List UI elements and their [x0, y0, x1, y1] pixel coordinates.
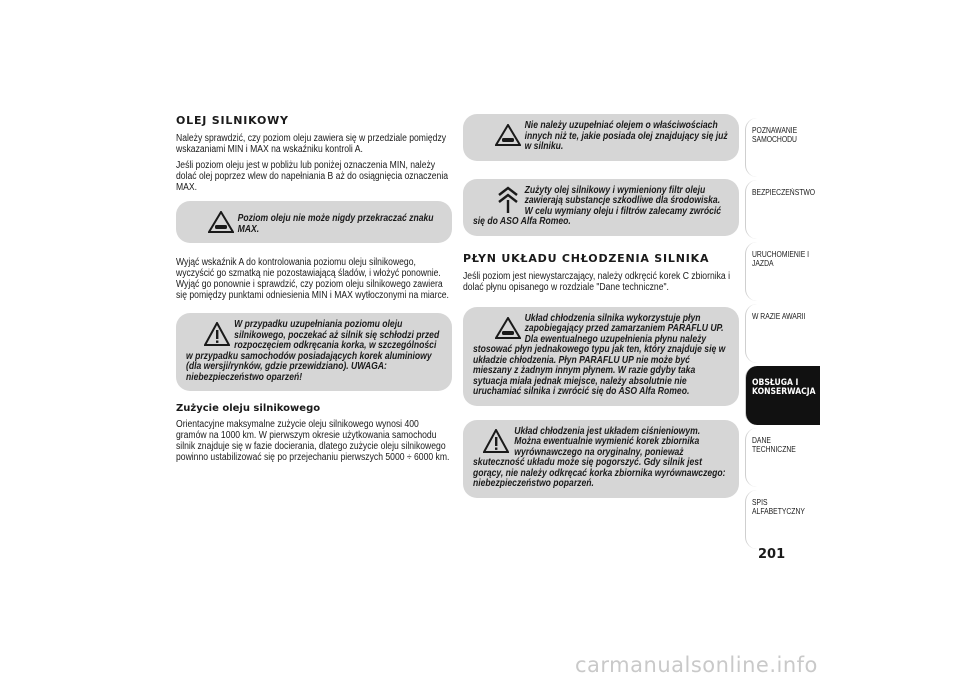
subheading-oil-consumption: Zużycie oleju silnikowego	[176, 403, 321, 414]
tab-spis-alfabetyczny[interactable]	[745, 490, 820, 549]
left-column	[176, 112, 452, 468]
section-title-coolant: PŁYN UKŁADU CHŁODZENIA SILNIKA	[463, 251, 710, 265]
note-text: Układ chłodzenia silnika wykorzystuje płyn zapobiegający przed zamarzaniem PARAFLU UP. Dla ewentualnego uzupełnienia płynu należy stosować płyn jednakowego typu jak ten, który znajduje się w układzie chłodzenia. Płyn PARAFLU UP nie może być mieszany z żadnym innym płynem. W razie gdyby taka sytuacja miała jednak miejsce, należy absolutnie nie uruchamiać silnika i zwrócić się do ASO Alfa Romeo.	[473, 312, 726, 397]
tab-label: OBSŁUGA I KONSERWACJA	[752, 378, 816, 397]
tab-dane-techniczne[interactable]	[745, 428, 820, 487]
tab-label: URUCHOMIENIE I JAZDA	[752, 250, 810, 268]
note-text: Zużyty olej silnikowy i wymieniony filtr oleju zawierają substancje szkodliwe dla środowiska. W celu wymiany oleju i filtrów zalecamy zwrócić się do ASO Alfa Romeo.	[473, 184, 722, 227]
note-text: Nie należy uzupełniać olejem o właściwościach innych niż te, jakie posiada olej znajdujący się już w silniku.	[524, 120, 728, 152]
warning-box	[176, 313, 452, 391]
paragraph: Należy sprawdzić, czy poziom oleju zawiera się w przedziale pomiędzy wskazaniami MIN i MAX na wskaźniku kontroli A.	[176, 133, 447, 155]
tab-label: BEZPIECZEŃSTWO	[752, 188, 816, 197]
paragraph: Orientacyjne maksymalne zużycie oleju silnikowego wynosi 400 gramów na 1000 km. W pierwszym okresie użytkowania samochodu silnik znajduje się w fazie docierania, dlatego zużycie oleju silnikowego powinno ustabilizować się po przejechaniu pierwszych 5000 ÷ 6000 km.	[176, 419, 450, 463]
note-box	[176, 201, 452, 243]
paragraph: Jeśli poziom jest niewystarczający, należy odkręcić korek C zbiornika i dolać płynu opisanego w rozdziale "Dane techniczne".	[463, 270, 731, 293]
tab-uruchomienie-i-jazda[interactable]	[745, 242, 820, 301]
tab-poznawanie-samochodu[interactable]	[745, 118, 820, 177]
paragraph: Wyjąć wskaźnik A do kontrolowania poziomu oleju silnikowego, wyczyścić go szmatką nie pozostawiającą śladów, i włożyć ponownie. Wyjąć go ponownie i sprawdzić, czy poziom oleju silnikowego zawiera się pomiędzy punktami odniesienia MIN i MAX wytłoczonymi na miarce.	[176, 257, 449, 301]
tab-obsluga-i-konserwacja[interactable]	[745, 366, 820, 425]
tab-label: DANE TECHNICZNE	[752, 436, 796, 454]
warning-text: Układ chłodzenia jest układem ciśnieniowym. Można ewentualnie wymienić korek zbiornika wyrównawczego na oryginalny, ponieważ skuteczność układu może się pogorszyć. Gdy silnik jest gorący, nie należy odkręcać korka zbiornika wyrównawczego: niebezpieczeństwo poparzeń.	[473, 425, 726, 489]
tab-label: SPIS ALFABETYCZNY	[752, 498, 805, 516]
chapter-tabs	[745, 118, 820, 552]
note-box	[463, 307, 739, 406]
note-box	[463, 114, 739, 161]
page-number: 201	[758, 547, 786, 562]
tab-label: POZNAWANIE SAMOCHODU	[752, 126, 798, 144]
environment-note-box	[463, 179, 739, 236]
section-title-engine-oil: OLEJ SILNIKOWY	[176, 114, 289, 127]
tab-bezpieczenstwo[interactable]	[745, 180, 820, 239]
watermark: carmanualsonline.info	[575, 653, 818, 677]
tab-w-razie-awarii[interactable]	[745, 304, 820, 363]
right-column	[463, 112, 739, 508]
note-text: Poziom oleju nie może nigdy przekraczać znaku MAX.	[237, 213, 434, 235]
tab-label: W RAZIE AWARII	[752, 312, 806, 321]
warning-box	[463, 420, 739, 498]
paragraph: Jeśli poziom oleju jest w pobliżu lub poniżej oznaczenia MIN, należy dolać olej poprzez wlew do napełniania B aż do osiągnięcia oznaczenia MAX.	[176, 160, 449, 193]
warning-text: W przypadku uzupełniania poziomu oleju silnikowego, poczekać aż silnik się schłodzi przed rozpoczęciem odkręcania korka, w szczególności w przypadku samochodów posiadających korek aluminiowy (dla wersji/rynków, gdzie przewidziano). UWAGA: niebezpieczeństwo oparzeń!	[186, 319, 440, 383]
